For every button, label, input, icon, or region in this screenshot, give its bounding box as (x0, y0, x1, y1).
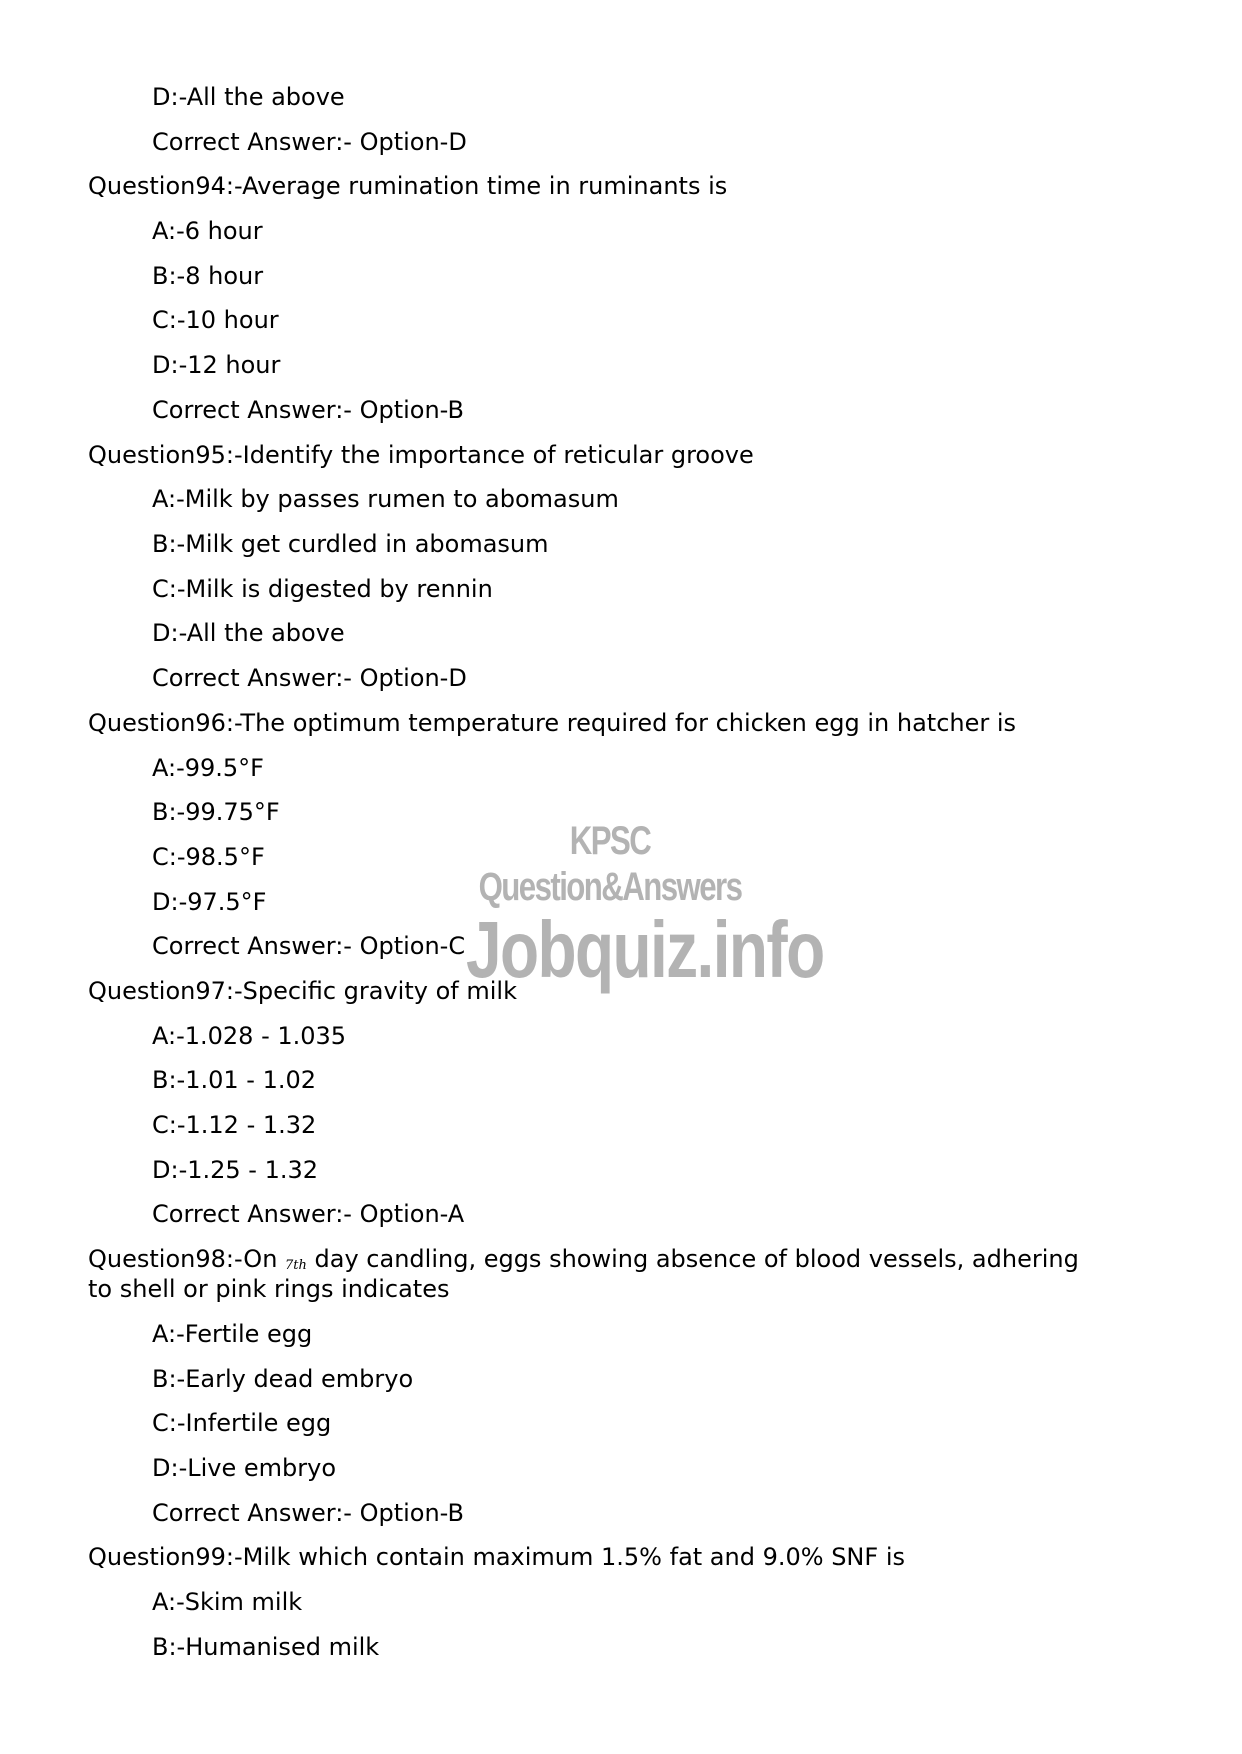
question-text: Question98:-On (88, 1245, 286, 1273)
option-b: B:-8 hour (152, 262, 264, 290)
watermark (430, 818, 824, 994)
option-d: D:-All the above (152, 83, 345, 111)
option-d: D:-12 hour (152, 351, 281, 379)
option-d: D:-All the above (152, 619, 345, 647)
option-a: A:-Skim milk (152, 1588, 303, 1616)
option-d: D:-1.25 - 1.32 (152, 1156, 319, 1184)
correct-answer: Correct Answer:- Option-B (152, 1499, 464, 1527)
option-b: B:-1.01 - 1.02 (152, 1066, 317, 1094)
correct-answer: Correct Answer:- Option-C (152, 932, 466, 960)
option-a: A:-6 hour (152, 217, 263, 245)
question-97: Question97:-Specific gravity of milk (88, 977, 517, 1005)
option-a: A:-1.028 - 1.035 (152, 1022, 347, 1050)
watermark-line-2: Jobquiz.info (466, 905, 824, 994)
question-95: Question95:-Identify the importance of reticular groove (88, 441, 754, 469)
option-c: C:-Infertile egg (152, 1409, 332, 1437)
superscript-7th: 7th (285, 1258, 307, 1273)
correct-answer: Correct Answer:- Option-D (152, 128, 467, 156)
correct-answer: Correct Answer:- Option-B (152, 396, 464, 424)
option-d: D:-Live embryo (152, 1454, 336, 1482)
option-c: C:-98.5°F (152, 843, 265, 871)
question-99: Question99:-Milk which contain maximum 1.5% fat and 9.0% SNF is (88, 1543, 905, 1571)
option-a: A:-Fertile egg (152, 1320, 313, 1348)
option-c: C:-1.12 - 1.32 (152, 1111, 317, 1139)
question-96: Question96:-The optimum temperature required for chicken egg in hatcher is (88, 709, 1017, 737)
option-d: D:-97.5°F (152, 888, 267, 916)
option-a: A:-99.5°F (152, 754, 264, 782)
question-98-continued: to shell or pink rings indicates (88, 1275, 450, 1303)
correct-answer: Correct Answer:- Option-D (152, 664, 467, 692)
option-a: A:-Milk by passes rumen to abomasum (152, 485, 619, 513)
question-94: Question94:-Average rumination time in ruminants is (88, 172, 728, 200)
correct-answer: Correct Answer:- Option-A (152, 1200, 465, 1228)
option-b: B:-Early dead embryo (152, 1365, 414, 1393)
option-c: C:-Milk is digested by rennin (152, 575, 493, 603)
option-c: C:-10 hour (152, 306, 279, 334)
option-b: B:-Humanised milk (152, 1633, 380, 1661)
option-b: B:-99.75°F (152, 798, 280, 826)
watermark-line-1: KPSC Question&Answers (478, 819, 742, 909)
question-text: day candling, eggs showing absence of blood vessels, adhering (306, 1245, 1079, 1273)
option-b: B:-Milk get curdled in abomasum (152, 530, 549, 558)
